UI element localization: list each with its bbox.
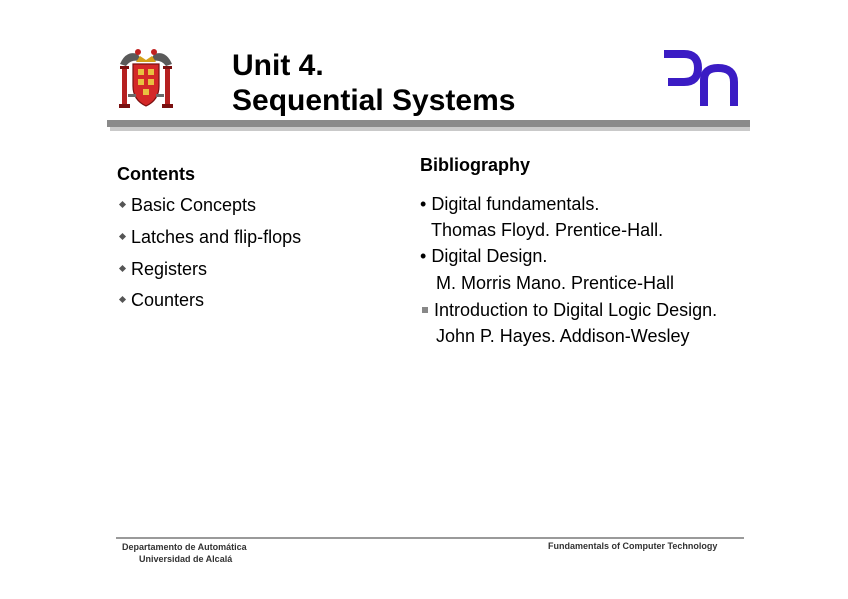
bibliography-book-title: Introduction to Digital Logic Design. xyxy=(434,300,718,320)
page-title-line-1: Unit 4. xyxy=(232,49,324,82)
diamond-bullet-icon xyxy=(119,265,126,272)
bibliography-heading: Bibliography xyxy=(420,155,531,175)
contents-heading: Contents xyxy=(117,164,195,184)
bibliography-book-author: M. Morris Mano. Prentice-Hall xyxy=(436,273,675,293)
diamond-bullet-icon xyxy=(119,233,126,240)
contents-item-label: Basic Concepts xyxy=(131,195,257,215)
contents-item xyxy=(117,289,204,311)
round-bullet: • xyxy=(420,246,427,266)
contents-item xyxy=(117,194,256,216)
round-bullet: • xyxy=(420,194,427,214)
contents-item-label: Registers xyxy=(131,259,208,279)
bibliography-book-title: Digital fundamentals. xyxy=(431,194,600,214)
bibliography-entry-title xyxy=(420,245,547,267)
contents-item xyxy=(117,258,207,280)
footer-university: Universidad de Alcalá xyxy=(139,554,233,564)
footer-department: Departamento de Automática xyxy=(122,542,247,552)
university-crest-icon xyxy=(116,44,176,112)
dn-logo-icon xyxy=(658,46,746,108)
header-rule xyxy=(107,120,750,127)
bibliography-entry-title xyxy=(420,299,717,321)
contents-item-label: Counters xyxy=(131,290,205,310)
bibliography-book-author: Thomas Floyd. Prentice-Hall. xyxy=(431,220,664,240)
footer-course: Fundamentals of Computer Technology xyxy=(548,541,718,551)
diamond-bullet-icon xyxy=(119,201,126,208)
diamond-bullet-icon xyxy=(119,296,126,303)
footer-rule xyxy=(116,537,744,539)
contents-item xyxy=(117,226,301,248)
bibliography-entry-title xyxy=(420,193,599,215)
square-bullet-icon xyxy=(422,307,428,313)
bibliography-book-title: Digital Design. xyxy=(431,246,548,266)
page-title-line-2: Sequential Systems xyxy=(232,84,516,117)
contents-item-label: Latches and flip-flops xyxy=(131,227,302,247)
bibliography-book-author: John P. Hayes. Addison-Wesley xyxy=(436,326,690,346)
